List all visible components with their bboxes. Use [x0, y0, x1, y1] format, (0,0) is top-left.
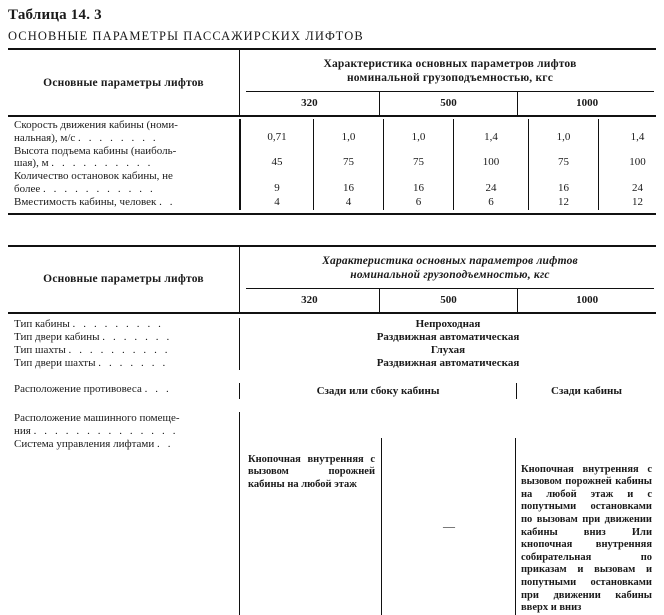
table-row — [8, 145, 656, 171]
table-2-control-label — [8, 438, 240, 615]
table-1-header-left: Основные параметры лифтов — [8, 50, 240, 115]
table-2-control-label-text: Система управления лифтами — [14, 437, 155, 450]
table-2-header — [8, 247, 656, 312]
leader-dots: . . . . . . . — [102, 330, 172, 343]
table-1-row-1-label — [8, 145, 240, 171]
table-1-header-span-line1: Характеристика основных параметров лифтов — [323, 58, 577, 70]
table-1-row-3-label — [8, 196, 240, 210]
table-2-machineroom-label-line2: ния — [14, 424, 31, 437]
table-1-row-0-value-0: 0,71 — [240, 119, 313, 145]
table-1-row-2-value-1: 16 — [313, 170, 383, 196]
table-2-counterweight-values — [240, 383, 656, 399]
table-2-row-0-value: Непроходная — [415, 317, 481, 330]
table-2-row-2-value: Глухая — [430, 343, 466, 356]
table-1-row-3-value-0: 4 — [240, 196, 313, 210]
leader-dots: . . . . . . . . . . . — [42, 182, 156, 195]
table-2 — [0, 245, 664, 615]
table-2-counterweight-value-right: Сзади кабины — [516, 383, 656, 399]
table-1-row-3-label-line1: Вместимость кабины, человек — [14, 195, 157, 208]
table-2-row-0-label — [8, 318, 240, 331]
table-gap — [0, 215, 664, 245]
table-2-row-0-label-text: Тип кабины — [14, 317, 70, 330]
table-2-control-row — [8, 438, 656, 615]
table-1-row-1-value-0: 45 — [240, 145, 313, 171]
table-row — [8, 170, 656, 196]
page-title: Таблица 14. 3 — [8, 7, 102, 23]
table-1-row-2-label-line2: более — [14, 182, 41, 195]
table-1-row-3-value-3: 6 — [453, 196, 528, 210]
leader-dots: . . — [159, 195, 176, 208]
table-1-header — [8, 50, 656, 115]
table-1-row-1-value-5: 100 — [598, 145, 664, 171]
table-1-row-3-value-2: 6 — [383, 196, 453, 210]
table-1-row-0-value-2: 1,0 — [383, 119, 453, 145]
leader-dots: . . — [157, 437, 174, 450]
table-1-row-1-value-1: 75 — [313, 145, 383, 171]
table-1-group-320: 320 — [301, 97, 318, 109]
leader-dots: . . . . . . . . . . . . . . — [33, 424, 179, 437]
table-2-header-left: Основные параметры лифтов — [8, 247, 240, 312]
table-1-row-3-value-5: 12 — [598, 196, 664, 210]
table-row — [8, 357, 656, 370]
table-1-row-0-value-3: 1,4 — [453, 119, 528, 145]
table-1-row-0-value-4: 1,0 — [528, 119, 598, 145]
table-1-header-span — [246, 50, 654, 92]
table-1-group-500: 500 — [379, 92, 518, 115]
table-1-row-0-value-1: 1,0 — [313, 119, 383, 145]
table-2-machineroom-label-line1: Расположение машинного помеще- — [14, 411, 180, 424]
table-2-counterweight-value-left: Сзади или сбоку кабины — [316, 384, 440, 397]
table-1-row-0-label — [8, 119, 240, 145]
table-1-header-span-line2: номинальной грузоподъемностью, кгс — [346, 72, 554, 84]
title-block — [0, 0, 664, 44]
table-2-control-value-320: Кнопочная внутренняя с вызовом порожней кабины на любой этаж — [240, 438, 382, 615]
table-2-body — [8, 314, 656, 615]
table-1-row-0-label-line1: Скорость движения кабины (номи- — [14, 119, 178, 131]
leader-dots: . . . — [144, 382, 172, 395]
table-2-row-3-value: Раздвижная автоматическая — [376, 356, 520, 369]
table-1-row-2-value-4: 16 — [528, 170, 598, 196]
table-2-control-value-1000: Кнопочная внутренняя с вызовом порожней кабины на любой этаж и с попутными остановками по вызовам при движении кабины вниз Или кнопочная внутренняя собирательная по приказам и вызовам и попутными остановками при движении кабины вверх и вниз — [521, 463, 652, 614]
table-2-counterweight-label — [8, 383, 240, 399]
table-2-row-1-label-text: Тип двери кабины — [14, 330, 100, 343]
leader-dots: . . . . . . . . . . — [51, 157, 153, 170]
table-1-row-1-value-3: 100 — [453, 145, 528, 171]
table-1-row-2-value-0: 9 — [240, 170, 313, 196]
table-2-group-500: 500 — [379, 289, 518, 312]
table-1-row-0-value-5: 1,4 — [598, 119, 664, 145]
table-row — [8, 344, 656, 357]
table-2-machineroom-value — [240, 412, 656, 438]
table-2-row-3-label-text: Тип двери шахты — [14, 356, 96, 369]
leader-dots: . . . . . . . . . . — [68, 343, 171, 356]
table-1-row-2-value-2: 16 — [383, 170, 453, 196]
leader-dots: . . . . . . . — [98, 356, 168, 369]
table-1-row-1-value-2: 75 — [383, 145, 453, 171]
table-1-row-1-label-line1: Высота подъема кабины (наиболь- — [14, 144, 177, 157]
page-subtitle: ОСНОВНЫЕ ПАРАМЕТРЫ ПАССАЖИРСКИХ ЛИФТОВ — [8, 29, 364, 43]
table-2-header-span-line1: Характеристика основных параметров лифтов — [322, 254, 578, 267]
table-1-row-1-value-4: 75 — [528, 145, 598, 171]
table-2-row-3-label — [8, 357, 240, 370]
table-2-row-1-label — [8, 331, 240, 344]
table-1-body — [8, 117, 656, 210]
table-2-group-320: 320 — [301, 293, 318, 306]
table-2-header-span-line2: номинальной грузоподъемностью, кгс — [350, 268, 550, 281]
leader-dots: . . . . . . . . — [78, 131, 159, 144]
table-row — [8, 412, 656, 438]
table-2-row-2-label — [8, 344, 240, 357]
table-row — [8, 119, 656, 145]
table-2-machineroom-label — [8, 412, 240, 438]
table-1-row-1-label-line2: шая), м — [14, 157, 49, 170]
table-row — [8, 331, 656, 344]
leader-dots: . . . . . . . . . — [72, 317, 164, 330]
table-1-row-2-label — [8, 170, 240, 196]
table-1-group-1000: 1000 — [517, 92, 656, 115]
table-row — [8, 196, 656, 210]
table-1-row-2-value-3: 24 — [453, 170, 528, 196]
table-row — [8, 383, 656, 399]
table-1-row-0-label-line2: нальная), м/с — [14, 131, 76, 144]
table-1-row-2-value-5: 24 — [598, 170, 664, 196]
table-2-header-span — [246, 247, 654, 289]
table-1-row-3-value-1: 4 — [313, 196, 383, 210]
table-2-counterweight-label-text: Расположение противовеса — [14, 382, 142, 395]
table-2-control-value-500: — — [382, 438, 516, 615]
table-1 — [0, 48, 664, 215]
table-1-row-2-label-line1: Количество остановок кабины, не — [14, 170, 173, 183]
table-row — [8, 318, 656, 331]
table-2-group-1000: 1000 — [517, 289, 656, 312]
table-2-row-2-label-text: Тип шахты — [14, 343, 66, 356]
table-1-row-3-value-4: 12 — [528, 196, 598, 210]
table-2-row-1-value: Раздвижная автоматическая — [376, 330, 520, 343]
